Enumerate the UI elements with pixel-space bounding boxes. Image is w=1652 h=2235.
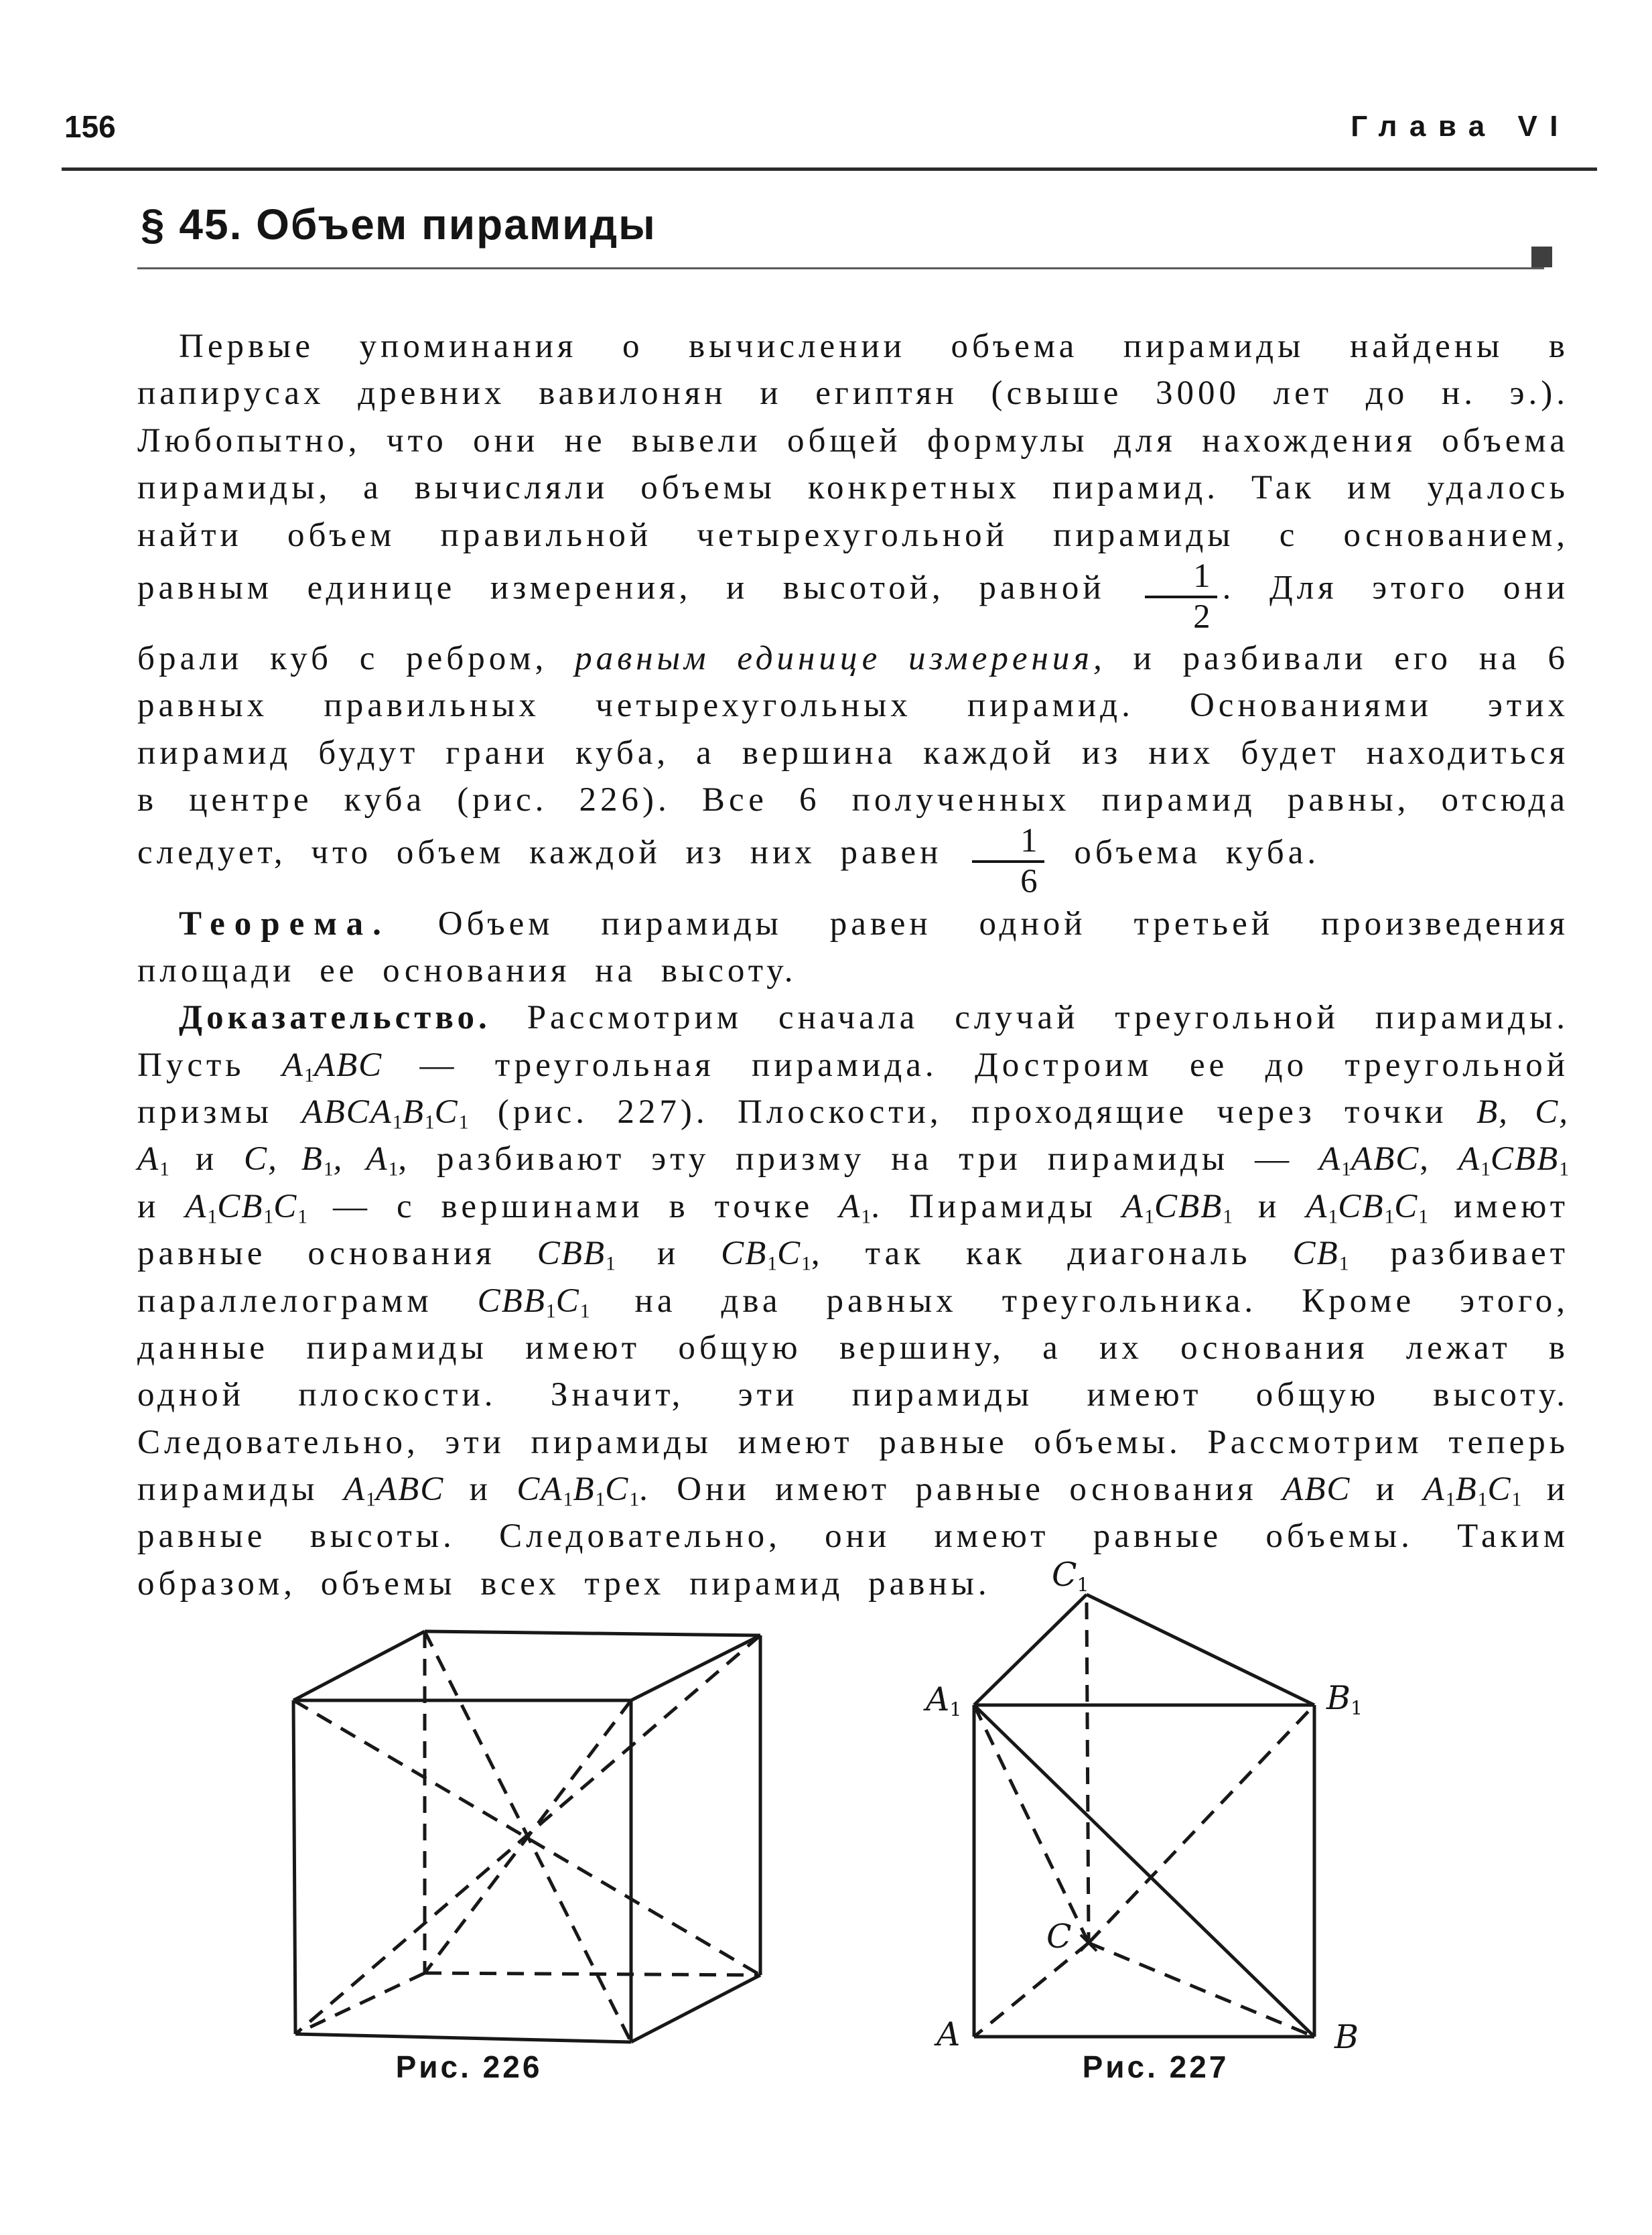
vertex-label-c1: $C_1$ bbox=[1052, 1556, 1089, 1596]
vertex-label-b: B bbox=[1334, 2018, 1359, 2056]
vertex-label-c: C bbox=[1046, 1917, 1072, 1956]
vertex-label-a: A bbox=[937, 2015, 961, 2053]
title-underline bbox=[137, 267, 1544, 269]
prism-hidden-edges bbox=[974, 1603, 1314, 2037]
vertex-label-b1: $B_1$ bbox=[1326, 1679, 1363, 1719]
inline-fraction: $\frac{1}{6}$ bbox=[972, 823, 1044, 900]
paragraph-proof: Доказательство. Рассмотрим сначала случай треугольной пирамиды. Пусть $A_1ABC$ — треугольная пирамида. Достроим ее до треугольной призмы $ABCA_1B_1C_1$ (рис. 227). Плоскости, проходящие через точки B, C, $A_1$ и C, $B_1$, $A_1$, разбивают эту призму на три пирамиды — $A_1ABC$, $A_1CBB_1$ и $A_1CB_1C_1$ — с вершинами в точке $A_1$. Пирамиды $A_1CBB_1$ и $A_1CB_1C_1$ имеют равные основания $CBB_1$ и $CB_1C_1$, так как диагональ $CB_1$ разбивает параллелограмм $CBB_1C_1$ на два равных треугольника. Кроме этого, данные пирамиды имеют общую вершину, а их основания лежат в одной плоскости. Значит, эти пирамиды имеют общую высоту. Следовательно, эти пирамиды имеют равные объемы. Рассмотрим теперь пирамиды $A_1ABC$ и $CA_1B_1C_1$. Они имеют равные основания ABC и $A_1B_1C_1$ и равные высоты. Следовательно, они имеют равные объемы. Таким образом, объемы всех трех пирамид равны. bbox=[137, 999, 1570, 1603]
page-number: 156 bbox=[64, 109, 116, 144]
figure-cube-diagram bbox=[258, 1586, 768, 2049]
section-title: § 45. Объем пирамиды bbox=[141, 200, 657, 249]
paragraph-intro: Первые упоминания о вычислении объема пирамиды найдены в папирусах древних вавилонян и египтян (свыше 3000 лет до н. э.). Любопытно, что они не вывели общей формулы для нахождения объема пирамиды, а вычисляли объемы конкретных пирамид. Так им удалось найти объем правильной четырехугольной пирамиды с основанием, равным единице измерения, и высотой, равной $\frac{1}{2}$ . Для этого они брали куб с ребром, равным единице измерения, и разбивали его на 6 равных правильных четырехугольных пирамид. Основаниями этих пирамид будут грани куба, а вершина каждой из них будет находиться в центре куба (рис. 226). Все 6 полученных пирамид равны, отсюда следует, что объем каждой из них равен $\frac{1}{6}$ объема куба. bbox=[137, 328, 1570, 901]
header-rule bbox=[62, 167, 1597, 171]
body-text bbox=[137, 323, 1569, 1607]
figure-prism-diagram bbox=[923, 1538, 1356, 2052]
inline-fraction: $\frac{1}{2}$ bbox=[1145, 559, 1217, 635]
vertex-label-a1: $A_1$ bbox=[926, 1680, 962, 1720]
figure-caption-227: Рис. 227 bbox=[1082, 2049, 1229, 2084]
figure-caption-226: Рис. 226 bbox=[395, 2049, 543, 2084]
prism-solid-edges bbox=[974, 1595, 1314, 2037]
title-end-square bbox=[1531, 247, 1552, 267]
paragraph-theorem: Теорема. Объем пирамиды равен одной третьей произведения площади ее основания на высоту. bbox=[137, 904, 1569, 990]
chapter-label: Глава VI bbox=[1351, 110, 1570, 143]
cube-space-diagonals bbox=[293, 1631, 760, 2042]
